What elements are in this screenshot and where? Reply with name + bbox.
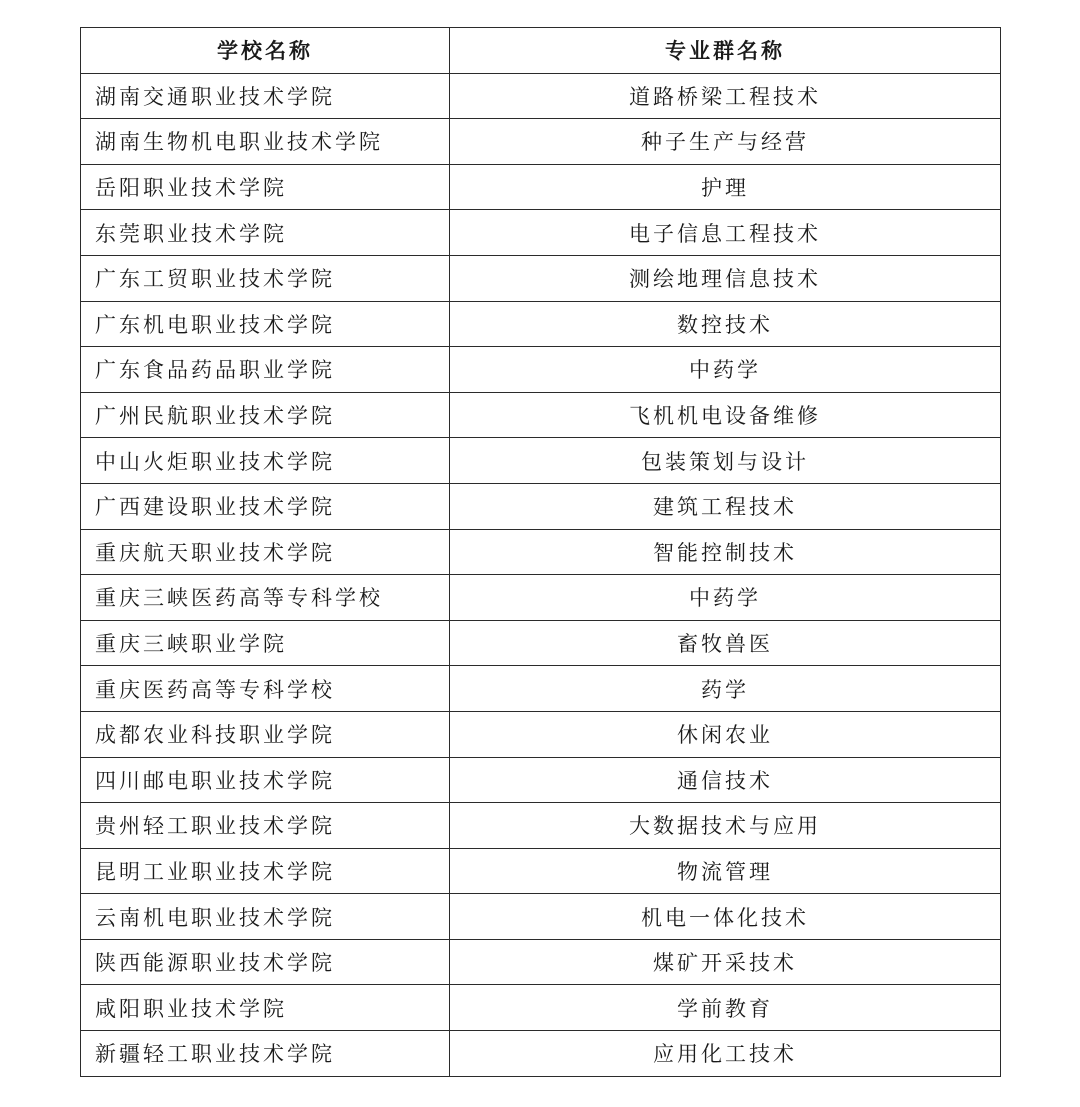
- table-header-row: [81, 28, 1001, 74]
- school-name-cell: 广州民航职业技术学院: [81, 392, 450, 438]
- program-name-cell: 物流管理: [450, 848, 1001, 894]
- program-name-cell: 通信技术: [450, 757, 1001, 803]
- program-name-cell: 学前教育: [450, 985, 1001, 1031]
- table-row: [81, 438, 1001, 484]
- school-name-cell: 陕西能源职业技术学院: [81, 939, 450, 985]
- table-row: [81, 392, 1001, 438]
- school-name-cell: 新疆轻工职业技术学院: [81, 1031, 450, 1077]
- program-name-cell: 药学: [450, 666, 1001, 712]
- header-school-name: 学校名称: [81, 28, 450, 74]
- school-program-table-container: [80, 27, 1000, 1077]
- header-program-name: 专业群名称: [450, 28, 1001, 74]
- table-row: [81, 711, 1001, 757]
- school-name-cell: 广东食品药品职业学院: [81, 347, 450, 393]
- school-name-cell: 湖南生物机电职业技术学院: [81, 119, 450, 165]
- school-name-cell: 咸阳职业技术学院: [81, 985, 450, 1031]
- school-name-cell: 重庆医药高等专科学校: [81, 666, 450, 712]
- school-name-cell: 广东工贸职业技术学院: [81, 255, 450, 301]
- table-row: [81, 848, 1001, 894]
- table-row: [81, 985, 1001, 1031]
- school-name-cell: 岳阳职业技术学院: [81, 164, 450, 210]
- school-name-cell: 湖南交通职业技术学院: [81, 73, 450, 119]
- program-name-cell: 应用化工技术: [450, 1031, 1001, 1077]
- program-name-cell: 种子生产与经营: [450, 119, 1001, 165]
- program-name-cell: 休闲农业: [450, 711, 1001, 757]
- school-name-cell: 贵州轻工职业技术学院: [81, 803, 450, 849]
- program-name-cell: 护理: [450, 164, 1001, 210]
- table-row: [81, 301, 1001, 347]
- program-name-cell: 测绘地理信息技术: [450, 255, 1001, 301]
- program-name-cell: 道路桥梁工程技术: [450, 73, 1001, 119]
- table-row: [81, 575, 1001, 621]
- school-name-cell: 成都农业科技职业学院: [81, 711, 450, 757]
- program-name-cell: 煤矿开采技术: [450, 939, 1001, 985]
- table-row: [81, 757, 1001, 803]
- table-body: [81, 73, 1001, 1076]
- school-name-cell: 昆明工业职业技术学院: [81, 848, 450, 894]
- table-row: [81, 255, 1001, 301]
- school-name-cell: 中山火炬职业技术学院: [81, 438, 450, 484]
- program-name-cell: 智能控制技术: [450, 529, 1001, 575]
- table-row: [81, 164, 1001, 210]
- school-name-cell: 广东机电职业技术学院: [81, 301, 450, 347]
- program-name-cell: 中药学: [450, 575, 1001, 621]
- school-name-cell: 东莞职业技术学院: [81, 210, 450, 256]
- table-row: [81, 529, 1001, 575]
- table-row: [81, 939, 1001, 985]
- school-name-cell: 四川邮电职业技术学院: [81, 757, 450, 803]
- school-name-cell: 广西建设职业技术学院: [81, 483, 450, 529]
- program-name-cell: 畜牧兽医: [450, 620, 1001, 666]
- school-name-cell: 重庆航天职业技术学院: [81, 529, 450, 575]
- table-row: [81, 666, 1001, 712]
- school-name-cell: 重庆三峡医药高等专科学校: [81, 575, 450, 621]
- table-row: [81, 483, 1001, 529]
- table-row: [81, 119, 1001, 165]
- program-name-cell: 飞机机电设备维修: [450, 392, 1001, 438]
- table-row: [81, 620, 1001, 666]
- program-name-cell: 电子信息工程技术: [450, 210, 1001, 256]
- program-name-cell: 大数据技术与应用: [450, 803, 1001, 849]
- school-program-table: [80, 27, 1001, 1077]
- table-row: [81, 73, 1001, 119]
- program-name-cell: 中药学: [450, 347, 1001, 393]
- program-name-cell: 包装策划与设计: [450, 438, 1001, 484]
- school-name-cell: 重庆三峡职业学院: [81, 620, 450, 666]
- table-row: [81, 210, 1001, 256]
- program-name-cell: 数控技术: [450, 301, 1001, 347]
- school-name-cell: 云南机电职业技术学院: [81, 894, 450, 940]
- program-name-cell: 机电一体化技术: [450, 894, 1001, 940]
- table-row: [81, 1031, 1001, 1077]
- table-row: [81, 894, 1001, 940]
- table-row: [81, 347, 1001, 393]
- program-name-cell: 建筑工程技术: [450, 483, 1001, 529]
- table-row: [81, 803, 1001, 849]
